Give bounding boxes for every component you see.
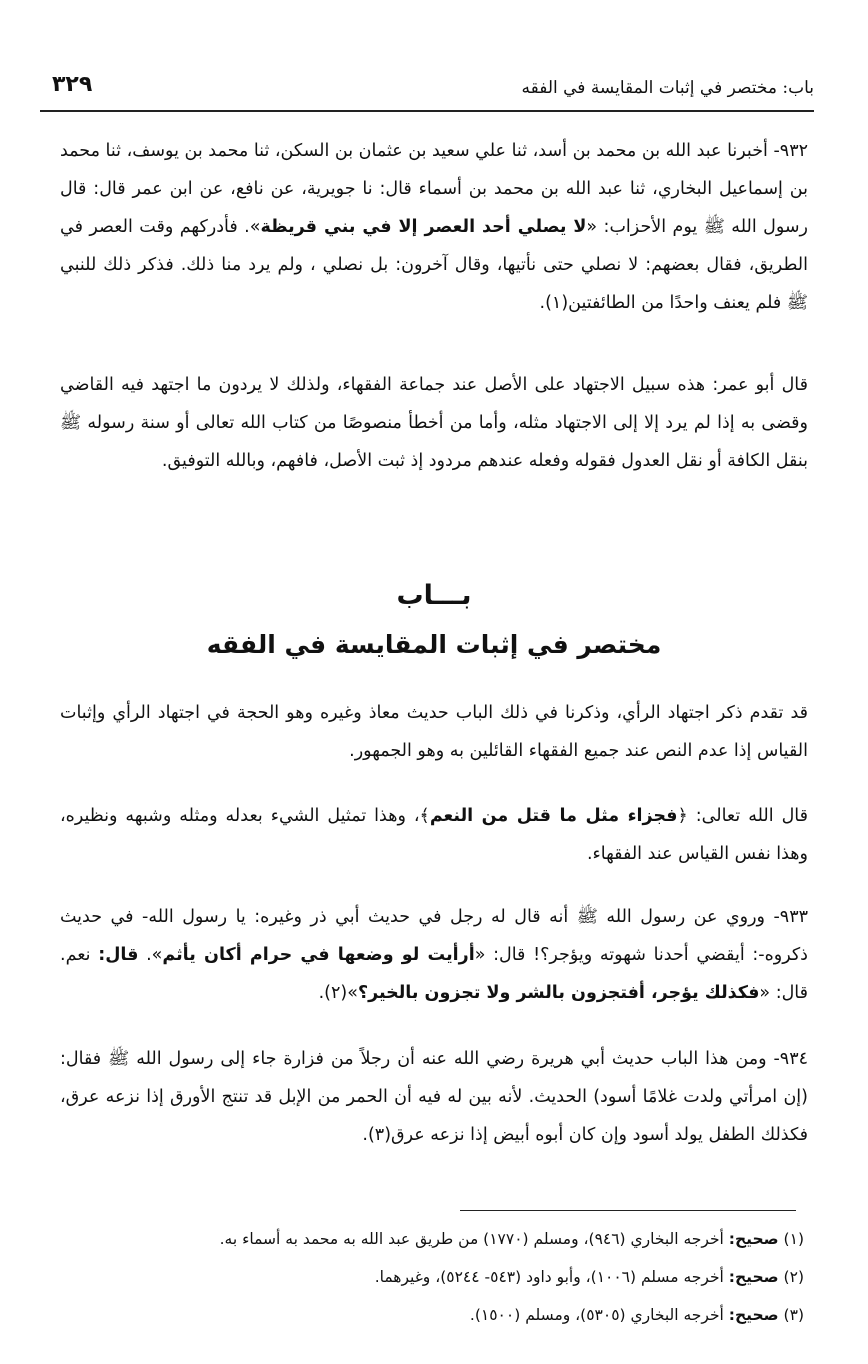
hadith-933 [60,898,808,1012]
hadith-933-close-1: ». [138,945,163,965]
chapter-title: مختصر في إثبات المقايسة في الفقه [206,630,662,659]
hadith-932-text-end: ». فأدركهم وقت العصر في الطريق، فقال بعضهم: لا نصلي حتى نأتيها، وقال آخرون: بل نصلي ، ولم يرد منا ذلك. فذكر ذلك للنبي ﷺ فلم يعنف واحدًا من الطائفتين(١). [60,217,808,313]
footnote-text: أخرجه البخاري (٥٣٠٥)، ومسلم (١٥٠٠). [469,1306,729,1324]
hadith-932-text: ٩٣٢- أخبرنا عبد الله بن محمد بن أسد، ثنا علي سعيد بن عثمان بن السكن، ثنا محمد بن يوسف، ثنا محمد بن إسماعيل البخاري، ثنا عبد الله بن محمد بن أسماء قال: نا جويرية، عن نافع، عن ابن عمر قال: قال رسول الله ﷺ يوم الأحزاب: « [60,141,808,237]
footnote-number: (٣) [778,1306,804,1324]
hadith-933-text: ٩٣٣- وروي عن رسول الله ﷺ أنه قال له رجل في حديث أبي ذر وغيره: يا رسول الله- في حديث ذكروه-: أيقضي أحدنا شهوته ويؤجر؟! قال: « [60,907,808,965]
quran-verse: فجزاء مثل ما قتل من النعم [429,806,678,826]
running-title: باب: مختصر في إثبات المقايسة في الفقه [521,78,814,98]
hadith-933-quote-1: أرأيت لو وضعها في حرام أكان يأثم [162,945,475,965]
hadith-933-close-2: »(٢). [318,983,358,1003]
footnote-grade: صحيح: [728,1306,779,1324]
chapter-intro: قد تقدم ذكر اجتهاد الرأي، وذكرنا في ذلك الباب حديث معاذ وغيره وهو الحجة في اجتهاد الرأي وإثبات القياس إذا عدم النص عند جميع الفقهاء القائلين به وهو الجمهور. [60,703,808,761]
hadith-933-said: قال: [98,945,139,965]
footnote-grade: صحيح: [728,1230,779,1248]
footnote-grade: صحيح: [728,1268,779,1286]
hadith-933-quote-2: فكذلك يؤجر، أفتجزون بالشر ولا تجزون بالخير؟ [357,983,760,1003]
hadith-932-quote: لا يصلي أحد العصر إلا في بني قريظة [260,217,587,237]
footnote-text: أخرجه مسلم (١٠٠٦)، وأبو داود (٥٤٣- ٥٢٤٤)، وغيرهما. [374,1268,729,1286]
footnote-number: (١) [778,1230,804,1248]
page-header [40,70,814,112]
hadith-933-reply: نعم. قال: « [60,945,808,1003]
hadith-932 [60,132,808,322]
verse-lead: قال الله تعالى: ﴿ [677,806,808,826]
hadith-934: ٩٣٤- ومن هذا الباب حديث أبي هريرة رضي الله عنه أن رجلاً من فزارة جاء إلى رسول الله ﷺ فقال: (إن امرأتي ولدت غلامًا أسود) الحديث. لأنه بين له فيه أن الحمر من الإبل قد تنتج الأورق إذا نزعه عرق، فكذلك الطفل يولد أسود وإن كان أبوه أبيض إذا نزعه عرق(٣). [60,1049,808,1145]
verse-commentary: ﴾، وهذا تمثيل الشيء بعدله ومثله وشبهه ونظيره، وهذا نفس القياس عند الفقهاء. [60,806,808,864]
footnote-1 [60,1220,804,1258]
footnote-divider [460,1210,796,1211]
abu-umar-commentary: قال أبو عمر: هذه سبيل الاجتهاد على الأصل عند جماعة الفقهاء، ولذلك لا يردون ما اجتهد فيه القاضي وقضى به إذا لم يرد إلا إلى الاجتهاد مثله، وأما من أخطأ منصوصًا من كتاب الله تعالى أو سنة رسوله ﷺ بنقل الكافة أو نقل العدول فقوله وفعله عندهم مردود إذ ثبت الأصل، فافهم، وبالله التوفيق. [60,375,808,471]
footnote-text: أخرجه البخاري (٩٤٦)، ومسلم (١٧٧٠) من طريق عبد الله به محمد به أسماء به. [219,1230,729,1248]
footnote-number: (٢) [778,1268,804,1286]
footnote-2 [60,1258,804,1296]
page-number: ٣٢٩ [52,72,93,97]
quran-verse-paragraph [60,797,808,873]
chapter-label: بـــاب [396,580,472,611]
footnotes [60,1220,804,1334]
footnote-3 [60,1296,804,1334]
